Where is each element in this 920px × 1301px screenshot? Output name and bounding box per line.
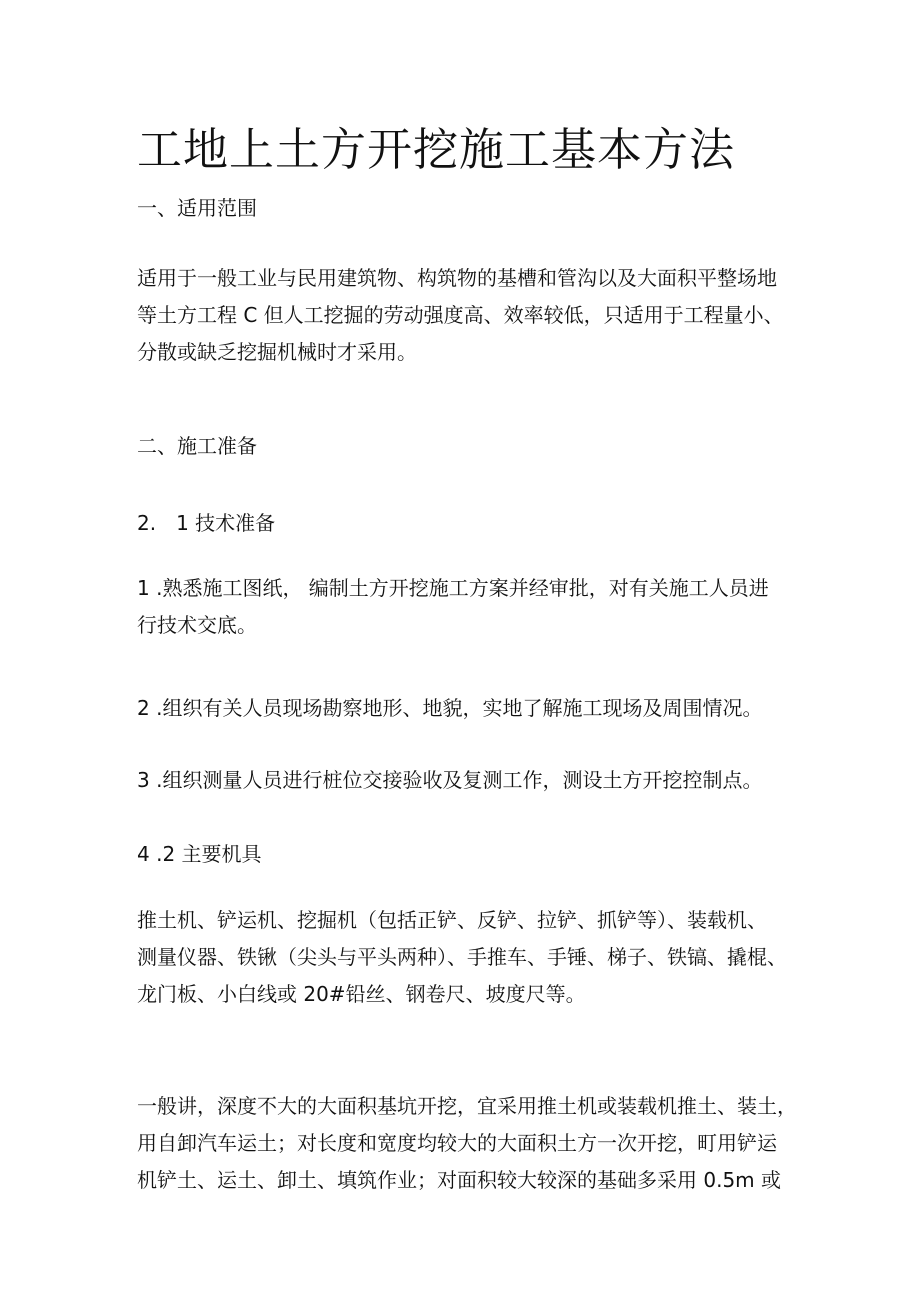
page-title: 工地上土方开挖施工基本方法 <box>137 123 736 176</box>
paragraph-line: 机铲土、运土、卸土、填筑作业；对面积较大较深的基础多采用 0.5m 或 <box>137 1168 782 1192</box>
subsection-heading-technical: 2. 1 技术准备 <box>137 511 276 535</box>
paragraph-line: 推土机、铲运机、挖掘机（包括正铲、反铲、拉铲、抓铲等）、装载机、 <box>137 908 767 932</box>
subsection-heading-equipment: 4 .2 主要机具 <box>137 842 262 866</box>
section-heading-preparation: 二、施工准备 <box>137 434 257 458</box>
paragraph-tools <box>137 902 817 1013</box>
paragraph-line: 1 .熟悉施工图纸， 编制土方开挖施工方案并经审批，对有关施工人员进 <box>137 576 769 600</box>
paragraph-line: 适用于一般工业与民用建筑物、构筑物的基槽和管沟以及大面积平整场地 <box>137 266 777 290</box>
paragraph-item-1 <box>137 570 817 644</box>
paragraph-line: 一般讲，深度不大的大面积基坑开挖，宜采用推土机或装载机推土、装土， <box>137 1094 797 1118</box>
paragraph-item-2 <box>137 690 817 727</box>
paragraph-line: 行技术交底。 <box>137 613 257 637</box>
paragraph-line: 分散或缺乏挖掘机械时才采用。 <box>137 340 417 364</box>
paragraph-line: 测量仪器、铁锹（尖头与平头两种）、手推车、手锤、梯子、铁镐、撬棍、 <box>137 945 787 969</box>
paragraph-item-3 <box>137 762 817 799</box>
paragraph-scope <box>137 260 817 371</box>
paragraph-general <box>137 1088 817 1199</box>
paragraph-line: 等土方工程 C 但人工挖掘的劳动强度高、效率较低，只适用于工程量小、 <box>137 303 784 327</box>
paragraph-line: 3 .组织测量人员进行桩位交接验收及复测工作，测设土方开挖控制点。 <box>137 768 763 792</box>
paragraph-line: 用自卸汽车运土；对长度和宽度均较大的大面积土方一次开挖，町用铲运 <box>137 1131 777 1155</box>
section-heading-scope: 一、适用范围 <box>137 196 257 220</box>
paragraph-line: 龙门板、小白线或 20#铅丝、钢卷尺、坡度尺等。 <box>137 982 586 1006</box>
paragraph-line: 2 .组织有关人员现场勘察地形、地貌，实地了解施工现场及周围情况。 <box>137 696 763 720</box>
